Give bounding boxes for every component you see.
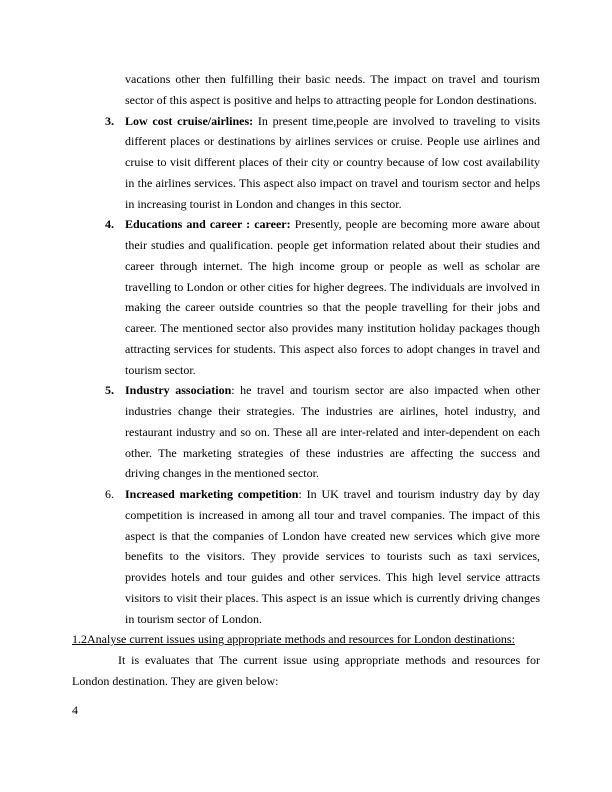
list-item	[105, 111, 540, 215]
closing-paragraph: It is evaluates that The current issue using appropriate methods and resources for London destination. They are given below:	[72, 653, 540, 688]
section-heading: 1.2Analyse current issues using appropriate methods and resources for London destinations:	[72, 632, 515, 647]
list-item-text: Presently, people are becoming more aware about their studies and qualification. people get information related about their studies and career through internet. The high income group or people as well as scholar are travelling to London or other cities for higher degrees. The individuals are involved in making the career outside countries so that the people travelling for their jobs and career. The mentioned sector also provides many institution holiday packages though attracting services for students. This aspect also forces to adopt changes in travel and tourism sector.	[125, 217, 541, 377]
list-item-text: In present time,people are involved to traveling to visits different places or destinations by airlines services or cruise. People use airlines and cruise to visit different places of their city or country because of low cost availability in the airlines services. This aspect also impact on travel and tourism sector and helps in increasing tourist in London and changes in this sector.	[125, 113, 540, 211]
list-item	[105, 380, 541, 484]
list-item-text: : In UK travel and tourism industry day by day competition is increased in among all tour and travel companies. The impact of this aspect is that the companies of London have created new services which give more benefits to the visitors. They provide services to tourists such as taxi services, provides hotels and tour guides and other services. This high level service attracts visitors to visit their places. This aspect is an issue which is currently driving changes in tourism sector of London.	[125, 487, 540, 626]
page-number: 4	[72, 703, 78, 717]
list-item-lead: Educations and career : career:	[125, 217, 291, 232]
list-item-number: 4.	[105, 217, 114, 232]
list-item-lead: Industry association	[125, 383, 232, 398]
list-item-number: 5.	[105, 383, 114, 398]
list-item	[105, 214, 541, 380]
paragraph-continuation: vacations other then fulfilling their basic needs. The impact on travel and tourism sector of this aspect is positive and helps to attracting people for London destinations.	[125, 72, 540, 107]
numbered-list	[72, 111, 540, 630]
list-item-lead: Increased marketing competition	[125, 487, 299, 501]
page-content	[72, 69, 540, 692]
list-item	[105, 484, 540, 629]
list-item-number: 6.	[105, 487, 114, 501]
list-item-lead: Low cost cruise/airlines:	[125, 113, 254, 128]
list-item-text: : he travel and tourism sector are also impacted when other industries change their strategies. The industries are airlines, hotel industry, and restaurant industry and so on. These all are inter-related and inter-dependent on each other. The marketing strategies of these industries are affecting the success and driving changes in the mentioned sector.	[125, 383, 541, 481]
list-item-number: 3.	[105, 113, 114, 128]
